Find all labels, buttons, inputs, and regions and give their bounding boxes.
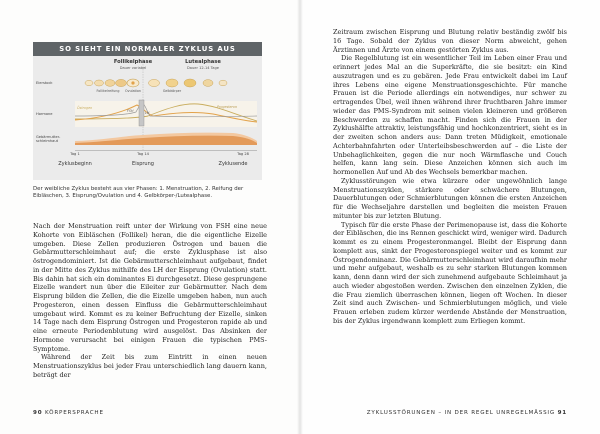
running-head-left: KÖRPERSPRACHE [44,410,104,416]
label-progesterone: Progesteron [217,105,237,109]
label-lh: LH [145,111,150,115]
row-label-ovary: Eierstock [36,81,53,85]
right-paragraph: Zeitraum zwischen Eisprung und Blutung relativ beständig zwölf bis 16 Tage. Sobald der Zyklus von dieser Norm abweicht, gehen Ärztinnen und Ärzte von einem gestörten Zyklus aus. [333,28,567,54]
figure-title: SO SIEHT EIN NORMALER ZYKLUS AUS [33,42,262,56]
row-label-endometrium: Gebärmutter- schleimhaut [36,135,61,144]
day-28: Tag 28 [237,152,249,156]
row-label-hormones: Hormone [36,112,53,116]
cycle-end: Zyklusende [218,161,248,167]
book-gutter [297,0,303,434]
figure-caption: Der weibliche Zyklus besteht aus vier Phasen: 1. Menstruation, 2. Reifung der Eibläschen, 3. Eisprung/Ovulation und 4. Gelbkörper-/Lutealphase. [33,186,244,200]
right-paragraph: Typisch für die erste Phase der Perimenopause ist, dass die Kohorte der Eibläschen, die ins Rennen geschickt wird, weniger wird. Dadurch kommt es zu einem Progesteronmangel. Bleibt der Eisprung dann komplett aus, sinkt der Progesteronspiegel weiter und es kommt zur Östrogendominanz. Die Gebärmutterschleimhaut wird daraufhin mehr und mehr aufgebaut, weshalb es zu sehr starken Blutungen kommen kann, denn dann wird der sich zunehmend aufgebaute Schleimhaut ja auch wieder abgestoßen werden. Zwischen den einzelnen Zyklen, die die Frau ziemlich überraschen können, liegen oft Wochen. In dieser Zeit sind auch Zwischen- und Schmierblutungen möglich, und viele Frauen erleben zudem kürzer werdende Abstände der Menstruation, bis der Zyklus irgendwann komplett zum Erliegen kommt. [333,220,567,325]
running-head-right: ZYKLUSSTÖRUNGEN – IN DER REGEL UNREGELMÄSSIG [366,410,556,416]
left-paragraph: Während der Zeit bis zum Eintritt in einen neuen Menstruationszyklus bei jeder Frau unterschiedlich lang dauern kann, beträgt der [33,353,267,379]
stage-follikelreifung: Follikelreifung [96,89,120,93]
cycle-figure [33,42,262,180]
folio-left [33,410,104,416]
left-body-text [33,222,267,380]
stage-gelbkoerper: Gelbkörper [162,89,182,93]
stage-ovulation: Ovulation [125,89,141,93]
right-body-text [333,28,567,326]
phase2-duration: Dauer 12-14 Tage [187,66,219,70]
phase1-title: Follikelphase [113,59,153,65]
left-paragraph: Nach der Menstruation reift unter der Wirkung von FSH eine neue Kohorte von Eibläschen (Follikel) heran, die die eigentliche Eizelle umgeben. Diese Zellen produzieren Östrogen und bauen die Gebärmutterschleimhaut auf; die erste Zyklusphase ist also östrogendominiert. Ist die Gebärmutterschleimhaut aufgebaut, findet in der Mitte des Zyklus mithilfe des LH der Eisprung (Ovulation) statt. Bis dahin hat sich ein dominantes Ei durchgesetzt. Diese gesprungene Eizelle wandert nun über die Eileiter zur Gebärmutter. Nach dem Eisprung bilden die Zellen, die die Eizelle umgeben haben, nun auch Progesteron, einen dessen Einfluss die Gebärmutterschleimhaut umgebaut wird. Kommt es zu keiner Befruchtung der Eizelle, sinken 14 Tage nach dem Eisprung Östrogen und Progesteron rapide ab und eine erneute Periodenblutung wird ausgelöst. Das Absinken der Hormone verursacht bei einigen Frauen die typischen PMS-Symptome. [33,222,267,353]
right-paragraph: Die Regelblutung ist ein wesentlicher Teil im Leben einer Frau und erinnert jedes Mal an die Superkräfte, die sie besitzt: ein Kind auszutragen und es zu gebären. Jede Frau entwickelt dabei im Lauf ihres Lebens eine eigene Menstruationsgeschichte. Für manche Frauen ist die Periode allerdings ein notwendiges, nur schwer zu ertragendes Übel, weil ihnen während ihrer fruchtbaren Jahre immer wieder das PMS-Syndrom mit seinen vielen kleineren und größeren Beschwerden zu schaffen macht. Finden sich die Frauen in der Zyklushälfte attraktiv, leistungsfähig und hochkonzentriert, sieht es in der zweiten schon anders aus: Dann treten Müdigkeit, emotionale Achterbahnfahrten oder Unterleibsbeschwerden auf – die Liste der Unbehaglichkeiten, gegen die nur noch Wärmflasche und Couch helfen, kann lang sein. Diese Anzeichen können sich auch im hormonellen Auf und Ab des Wechsels bemerkbar machen. [333,54,567,176]
page-number-left: 90 [33,410,43,416]
cycle-ovulation: Eisprung [132,161,154,167]
page-number-right: 91 [557,410,567,416]
right-paragraph: Zyklusstörungen wie etwa kürzere oder ungewöhnlich lange Menstruationszyklen, stärkere oder schwächere Blutungen, Dauerblutungen oder Schmierblutungen können die ersten Anzeichen für die Wechseljahre darstellen und begleiten die meisten Frauen mitunter bis zur letzten Blutung. [333,176,567,220]
folio-right [367,410,567,416]
phase1-duration: Dauer variabel [119,66,147,70]
lh-peak [139,100,144,126]
ovary-follicles-icon [85,79,227,87]
day-1: Tag 1 [70,152,80,156]
label-fsh: FSH [127,109,134,113]
cycle-start: Zyklusbeginn [58,161,92,167]
label-estrogen: Östrogen [77,106,93,110]
day-14: Tag 14 [137,152,149,156]
phase2-title: Lutealphase [185,59,221,65]
